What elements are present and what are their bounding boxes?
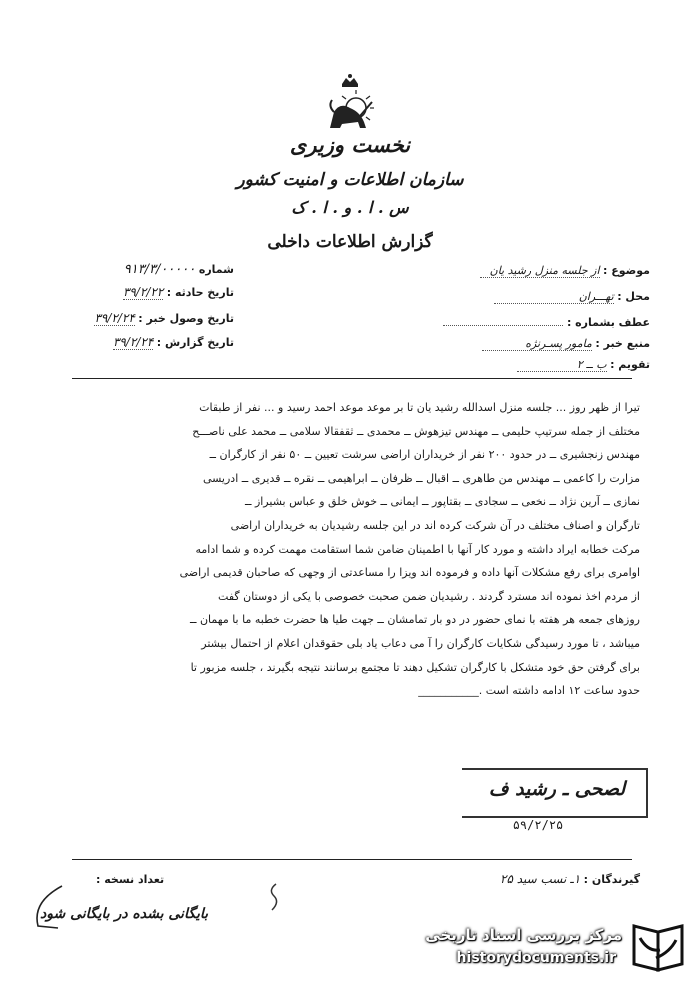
body-line: نمازی ــ آرین نژاد ــ نخعی ــ سجادی ــ بقتاپور ــ ایمانی ــ خوش خلق و عباس بشیراز ــ (245, 495, 640, 509)
meta-report-date: تاریخ گزارش : ۳۹/۲/۲۴ (112, 335, 234, 349)
footer-copies: تعداد نسخه : (96, 873, 165, 886)
archive-logo-icon (626, 918, 688, 976)
meta-source: منبع خبر : مامور پسـرنژه (482, 337, 650, 351)
stamp-text: لصحی ـ رشید ف (488, 778, 626, 800)
body-line: مرکت خطابه ایراد داشته و مورد کار آنها با اطمینان ضامن شما استقامت مهمت کرده و شما ادامه (195, 542, 640, 556)
meta-received-date: تاریخ وصول خبر : ۳۹/۲/۲۴ (94, 311, 234, 325)
meta-location: محل : تهـــران (494, 290, 650, 304)
report-body (50, 396, 640, 703)
watermark-url[interactable]: historydocuments.ir (456, 950, 616, 966)
handwritten-archive-note: بایگانی بشده در بایگانی شود (40, 906, 208, 922)
body-line: برای گرفتن حق خود متشکل با کارگران تشکیل دهند تا مجتمع برسانند نتیجه بگیرند ، جلسه مزبور تا (190, 660, 640, 674)
watermark-title: مرکز بررسی اسناد تاریخی (425, 926, 622, 944)
handwritten-bracket (28, 882, 68, 932)
stamp-date: ۵۹/۲/۲۵ (512, 818, 564, 832)
body-line: روزهای جمعه هر هفته با نمای حضور در دو بار تمامشان ــ جهت طیا ها حضرت خطبه ما با مهمان ــ (190, 613, 640, 627)
report-type-title: گزارش اطلاعات داخلی (267, 232, 433, 252)
footer-recipients: گیرندگان : ۱ـ نسب سید ۲۵ (500, 872, 640, 886)
body-line: از مردم اخذ نموده اند مسترد گردند . رشیدیان ضمن صحبت خصوصی با یکی از دوستان گفت (218, 589, 640, 603)
lion-and-sun-emblem (320, 72, 380, 134)
body-line: میباشد ، تا مورد رسیدگی شکایات کارگران را آ می دعاب یاد بلی حقوقدان اعلام از احتمال بیشتر (201, 636, 640, 650)
meta-subject: موضوع : از جلسه منزل رشید یان (480, 264, 650, 278)
meta-reference: عطف بشماره : (443, 313, 650, 329)
meta-number: شماره ۹۱۳/۳/۰۰۰۰۰ (123, 262, 234, 277)
organization-abbrev: س . ا . و . ا . ک (291, 198, 409, 217)
organization-title: سازمان اطلاعات و امنیت کشور (236, 170, 464, 190)
meta-calendar: تقویم : ب ــ ۲ (517, 358, 650, 372)
footer-divider (72, 859, 632, 860)
body-line: مهندس زنجشیری ــ در حدود ۲۰۰ نفر از خریداران اراضی سرشت تعیین ــ ۵۰ نفر از کارگران ــ (209, 448, 640, 462)
body-line: اوامری برای رفع مشکلات آنها داده و فرموده اند ویزا را مساعدتی از وجهی که صاحبان قدیمی اراضی (179, 566, 640, 580)
body-line: مزارت را کاعمی ــ مهندس من طاهری ــ اقبال ــ ظرفان ــ ابراهیمی ــ نقره ــ قدیری ــ ادریسی (202, 471, 640, 485)
body-line: تارگران و اصناف مختلف در آن شرکت کرده اند در این جلسه رشیدیان به خریداران اراضی (230, 518, 640, 532)
header-divider (72, 378, 632, 379)
meta-incident-date: تاریخ حادثه : ۳۹/۲/۲۲ (122, 285, 234, 299)
body-line: تیرا از ظهر روز ... جلسه منزل اسدالله رشید یان تا بر موعد موعد احمد رسید و ... نفر از طبقات (199, 401, 640, 414)
ministry-title: نخست وزیری (289, 132, 411, 157)
handwritten-mark (264, 880, 284, 914)
body-line: حدود ساعت ۱۲ ادامه داشته است .___________ (418, 684, 640, 698)
body-line: مختلف از جمله سرتیپ حلیمی ــ مهندس تیزهوش ــ محمدی ــ ثقفقالا سلامی ــ محمد علی ناصـــح (192, 424, 640, 438)
